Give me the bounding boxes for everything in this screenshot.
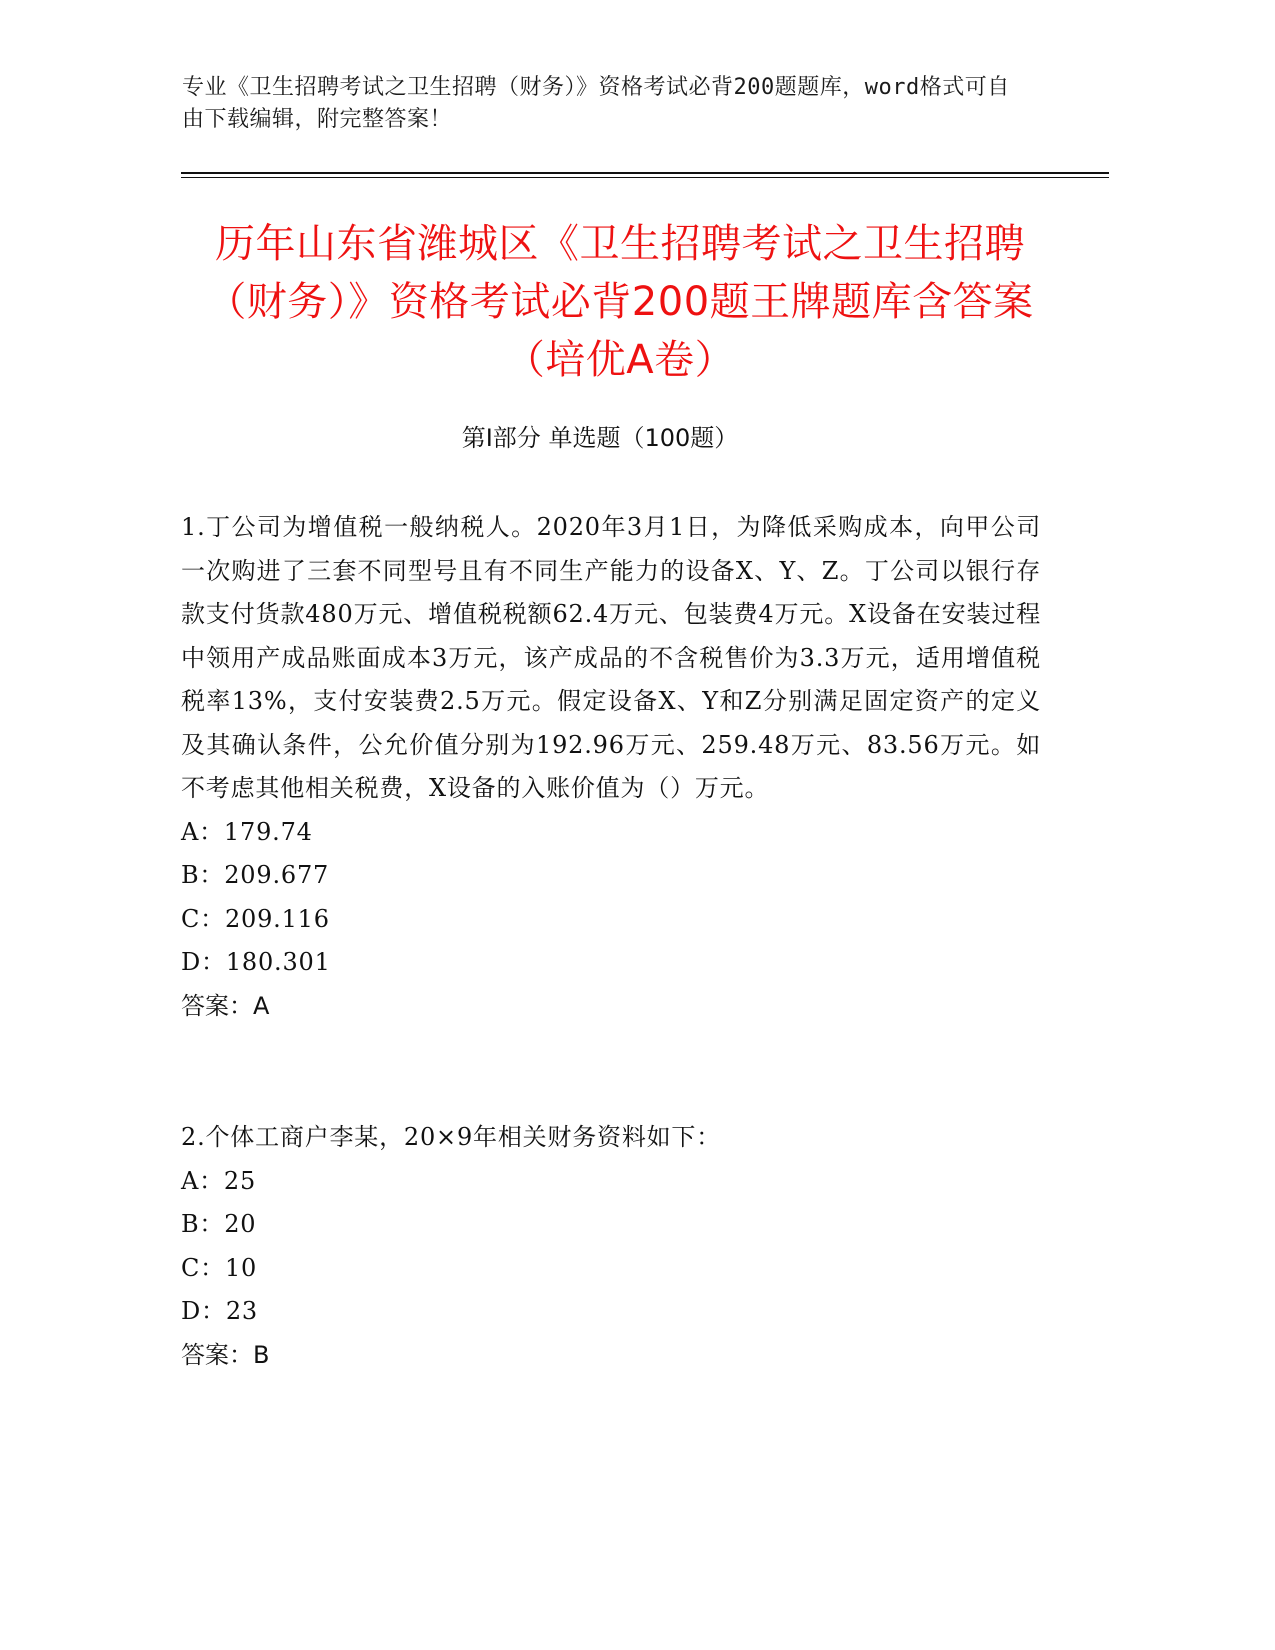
answer-line: 答案：B xyxy=(181,1340,270,1369)
option-b: B：209.677 xyxy=(181,861,330,889)
option-c: C：10 xyxy=(181,1253,258,1282)
question-2 xyxy=(181,1116,1041,1377)
option-c: C：209.116 xyxy=(181,904,330,933)
option-d: D：180.301 xyxy=(181,948,331,976)
option-d: D：23 xyxy=(181,1297,258,1325)
question-stem: 1.丁公司为增值税一般纳税人。2020年3月1日，为降低采购成本，向甲公司一次购进了三套不同型号且有不同生产能力的设备X、Y、Z。丁公司以银行存款支付货款480万元、增值税税额62.4万元、包装费4万元。X设备在安装过程中领用产成品账面成本3万元，该产成品的不含税售价为3.3万元，适用增值税税率13%，支付安装费2.5万元。假定设备X、Y和Z分别满足固定资产的定义及其确认条件，公允价值分别为192.96万元、259.48万元、83.56万元。如不考虑其他相关税费，X设备的入账价值为（）万元。 xyxy=(181,513,1041,802)
document-title: 历年山东省潍城区《卫生招聘考试之卫生招聘（财务）》资格考试必背200题王牌题库含答案（培优A卷） xyxy=(206,221,1034,383)
header-divider-thin xyxy=(181,177,1109,178)
option-a: A：25 xyxy=(181,1166,257,1195)
option-b: B：20 xyxy=(181,1210,257,1238)
answer-line: 答案：A xyxy=(181,991,270,1020)
header-note: 专业《卫生招聘考试之卫生招聘（财务）》资格考试必背200题题库，word格式可自由下载编辑，附完整答案！ xyxy=(182,75,1010,132)
question-stem: 2.个体工商户李某，20×9年相关财务资料如下： xyxy=(181,1123,722,1151)
section-heading: 第I部分 单选题（100题） xyxy=(461,424,739,452)
header-divider-thick xyxy=(181,172,1109,174)
option-a: A：179.74 xyxy=(181,817,313,846)
question-1 xyxy=(181,506,1041,1028)
